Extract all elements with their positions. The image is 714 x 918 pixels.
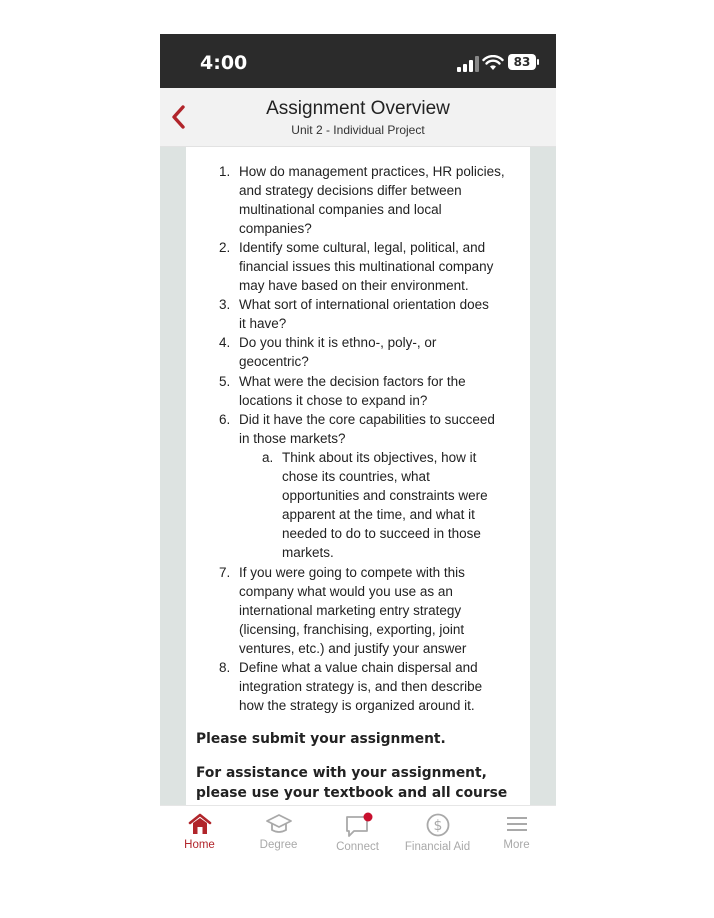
tab-connect[interactable] (318, 812, 397, 853)
chat-icon (343, 812, 373, 838)
page-subtitle: Unit 2 - Individual Project (291, 123, 425, 137)
battery-tip (537, 59, 539, 65)
home-icon (187, 812, 213, 836)
tab-label: Degree (259, 839, 298, 851)
phone-screen (160, 34, 556, 880)
tab-home[interactable] (160, 812, 239, 851)
status-time: 4:00 (200, 52, 248, 74)
bottom-tab-bar (160, 805, 556, 880)
tab-degree[interactable] (239, 812, 318, 851)
status-bar (160, 34, 556, 88)
menu-icon (504, 812, 530, 836)
wifi-icon (482, 55, 504, 71)
question-item: 1. How do management practices, HR policies, and strategy decisions differ between multinational companies and local companies? (219, 164, 505, 236)
question-item: 8. Define what a value chain dispersal and integration strategy is, and then describe how the strategy is organized around it. (219, 660, 483, 713)
assistance-line-2: please use your textbook and all course (196, 785, 508, 801)
assignment-card (186, 147, 530, 805)
question-item: 2. Identify some cultural, legal, political, and financial issues this multinational company may have based on their environment. (219, 240, 494, 293)
question-item: 5. What were the decision factors for the locations it chose to expand in? (219, 374, 466, 408)
tab-label: Home (184, 839, 215, 851)
question-item: 6. Did it have the core capabilities to succeed in those markets? (219, 412, 495, 446)
signal-icon (456, 56, 480, 72)
question-item: 3. What sort of international orientation does it have? (219, 297, 489, 331)
tab-label: Financial Aid (404, 841, 471, 853)
tab-more[interactable] (477, 812, 556, 851)
sub-question-item: a. Think about its objectives, how it chose its countries, what opportunities and constraints were apparent at the time, and what it needed to do to succeed in those markets. (262, 450, 488, 560)
assistance-line-1: For assistance with your assignment, (196, 765, 487, 781)
tab-financial-aid[interactable] (398, 812, 477, 853)
tab-label: Connect (336, 841, 379, 853)
graduation-cap-icon (265, 812, 293, 836)
app-header (160, 88, 556, 147)
question-item: 7. If you were going to compete with this company what would you use as an international marketing entry strategy (licensing, franchising, exporting, joint ventures, etc.) and justify your answer (219, 565, 467, 656)
dollar-icon (425, 812, 451, 838)
content-scroll-area[interactable] (160, 147, 556, 805)
question-item: 4. Do you think it is ethno-, poly-, or geocentric? (219, 335, 437, 369)
submit-instruction: Please submit your assignment. (196, 731, 446, 747)
battery-icon: 83 (508, 54, 536, 70)
page-title: Assignment Overview (266, 98, 450, 119)
tab-label: More (503, 839, 530, 851)
svg-text:$: $ (433, 818, 442, 834)
